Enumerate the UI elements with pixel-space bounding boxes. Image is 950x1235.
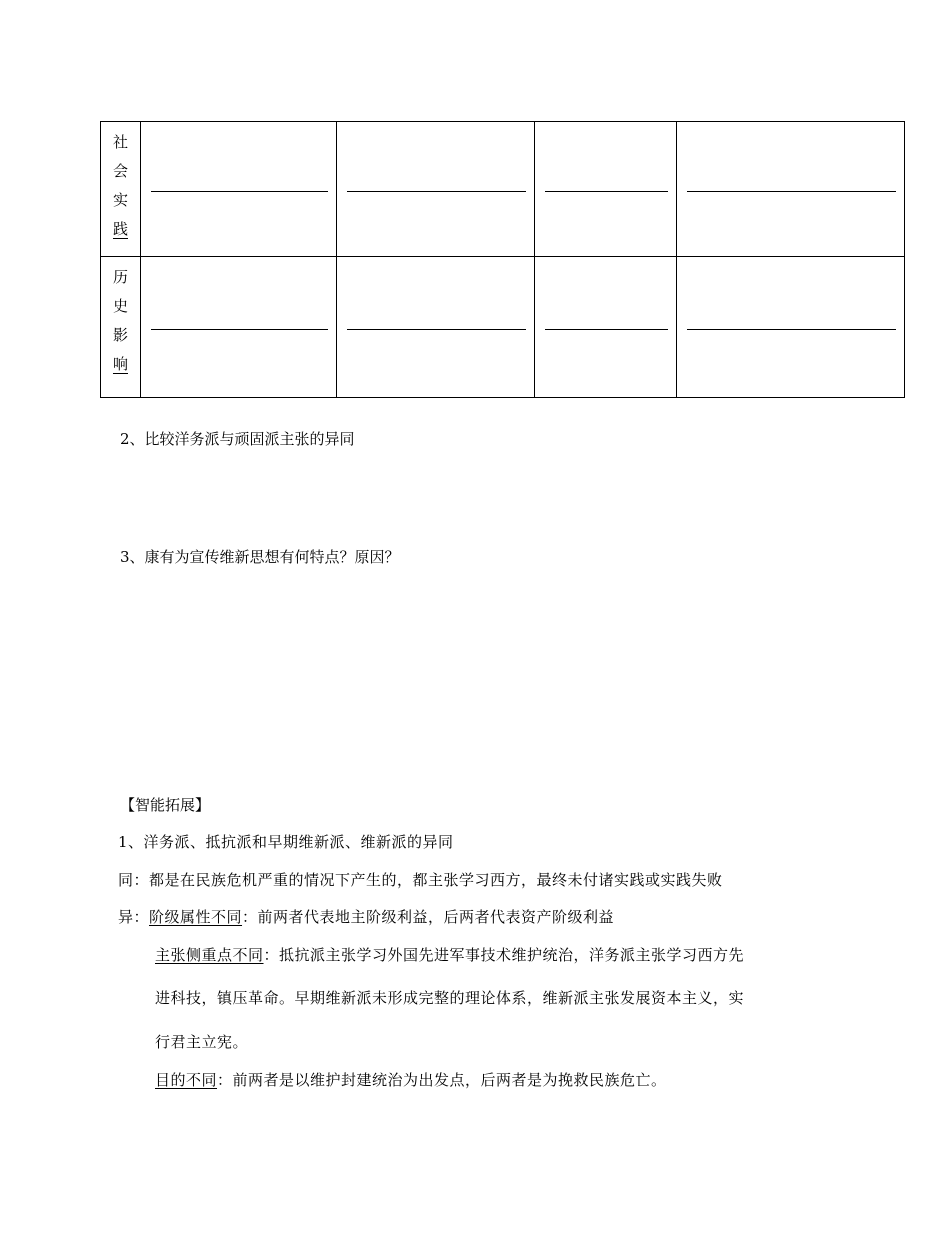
comparison-table bbox=[100, 121, 905, 398]
row-label-char: 历 bbox=[112, 268, 128, 286]
fill-in-blank-line bbox=[687, 329, 896, 330]
difference-label-purpose: 目的不同 bbox=[155, 1071, 218, 1089]
difference-text-emphasis: ：抵抗派主张学习外国先进军事技术维护统治，洋务派主张学习西方先 bbox=[263, 946, 745, 964]
similarity-paragraph bbox=[118, 870, 723, 890]
extension-item-1: 1、洋务派、抵抗派和早期维新派、维新派的异同 bbox=[118, 833, 454, 851]
fill-in-blank-line bbox=[545, 191, 668, 192]
table-cell[interactable] bbox=[141, 122, 337, 257]
question-2: 2、比较洋务派与顽固派主张的异同 bbox=[120, 430, 355, 448]
question-3: 3、康有为宣传维新思想有何特点？原因？ bbox=[120, 548, 400, 566]
row-label-char: 史 bbox=[112, 297, 128, 315]
difference-label-emphasis: 主张侧重点不同 bbox=[155, 946, 264, 964]
table-cell[interactable] bbox=[535, 257, 677, 398]
table-cell[interactable] bbox=[677, 122, 905, 257]
difference-emphasis-paragraph bbox=[155, 945, 744, 965]
fill-in-blank-line bbox=[687, 191, 896, 192]
section-title: 【智能拓展】 bbox=[120, 796, 211, 814]
fill-in-blank-line bbox=[347, 329, 526, 330]
difference-text-purpose: ：前两者是以维护封建统治为出发点，后两者是为挽救民族危亡。 bbox=[217, 1071, 667, 1089]
difference-text-class: ：前两者代表地主阶级利益，后两者代表资产阶级利益 bbox=[242, 908, 615, 926]
row-label-cell bbox=[101, 122, 141, 257]
fill-in-blank-line bbox=[151, 191, 328, 192]
difference-emphasis-line-3: 行君主立宪。 bbox=[155, 1033, 249, 1051]
row-label-char: 实 bbox=[112, 191, 128, 209]
difference-prefix: 异： bbox=[118, 908, 150, 926]
row-label-char: 响 bbox=[112, 355, 128, 373]
row-label-vertical bbox=[101, 263, 140, 379]
table-cell[interactable] bbox=[337, 257, 535, 398]
similarity-text: 都是在民族危机严重的情况下产生的，都主张学习西方，最终未付诸实践或实践失败 bbox=[149, 871, 723, 889]
difference-emphasis-line-2: 进科技，镇压革命。早期维新派未形成完整的理论体系，维新派主张发展资本主义，实 bbox=[155, 989, 745, 1007]
table-cell[interactable] bbox=[535, 122, 677, 257]
table-row-historical-impact bbox=[101, 257, 905, 398]
difference-label-class: 阶级属性不同 bbox=[149, 908, 243, 926]
fill-in-blank-line bbox=[545, 329, 668, 330]
fill-in-blank-line bbox=[347, 191, 526, 192]
table-cell[interactable] bbox=[677, 257, 905, 398]
difference-class-paragraph bbox=[118, 907, 614, 927]
row-label-char: 会 bbox=[112, 162, 128, 180]
row-label-char: 践 bbox=[112, 220, 128, 238]
similarity-prefix: 同： bbox=[118, 871, 150, 889]
row-label-char: 社 bbox=[112, 133, 128, 151]
row-label-cell bbox=[101, 257, 141, 398]
row-label-char: 影 bbox=[112, 326, 128, 344]
difference-purpose-paragraph bbox=[155, 1070, 667, 1090]
table-cell[interactable] bbox=[141, 257, 337, 398]
row-label-vertical bbox=[101, 128, 140, 244]
fill-in-blank-line bbox=[151, 329, 328, 330]
table-cell[interactable] bbox=[337, 122, 535, 257]
table-row-social-practice bbox=[101, 122, 905, 257]
